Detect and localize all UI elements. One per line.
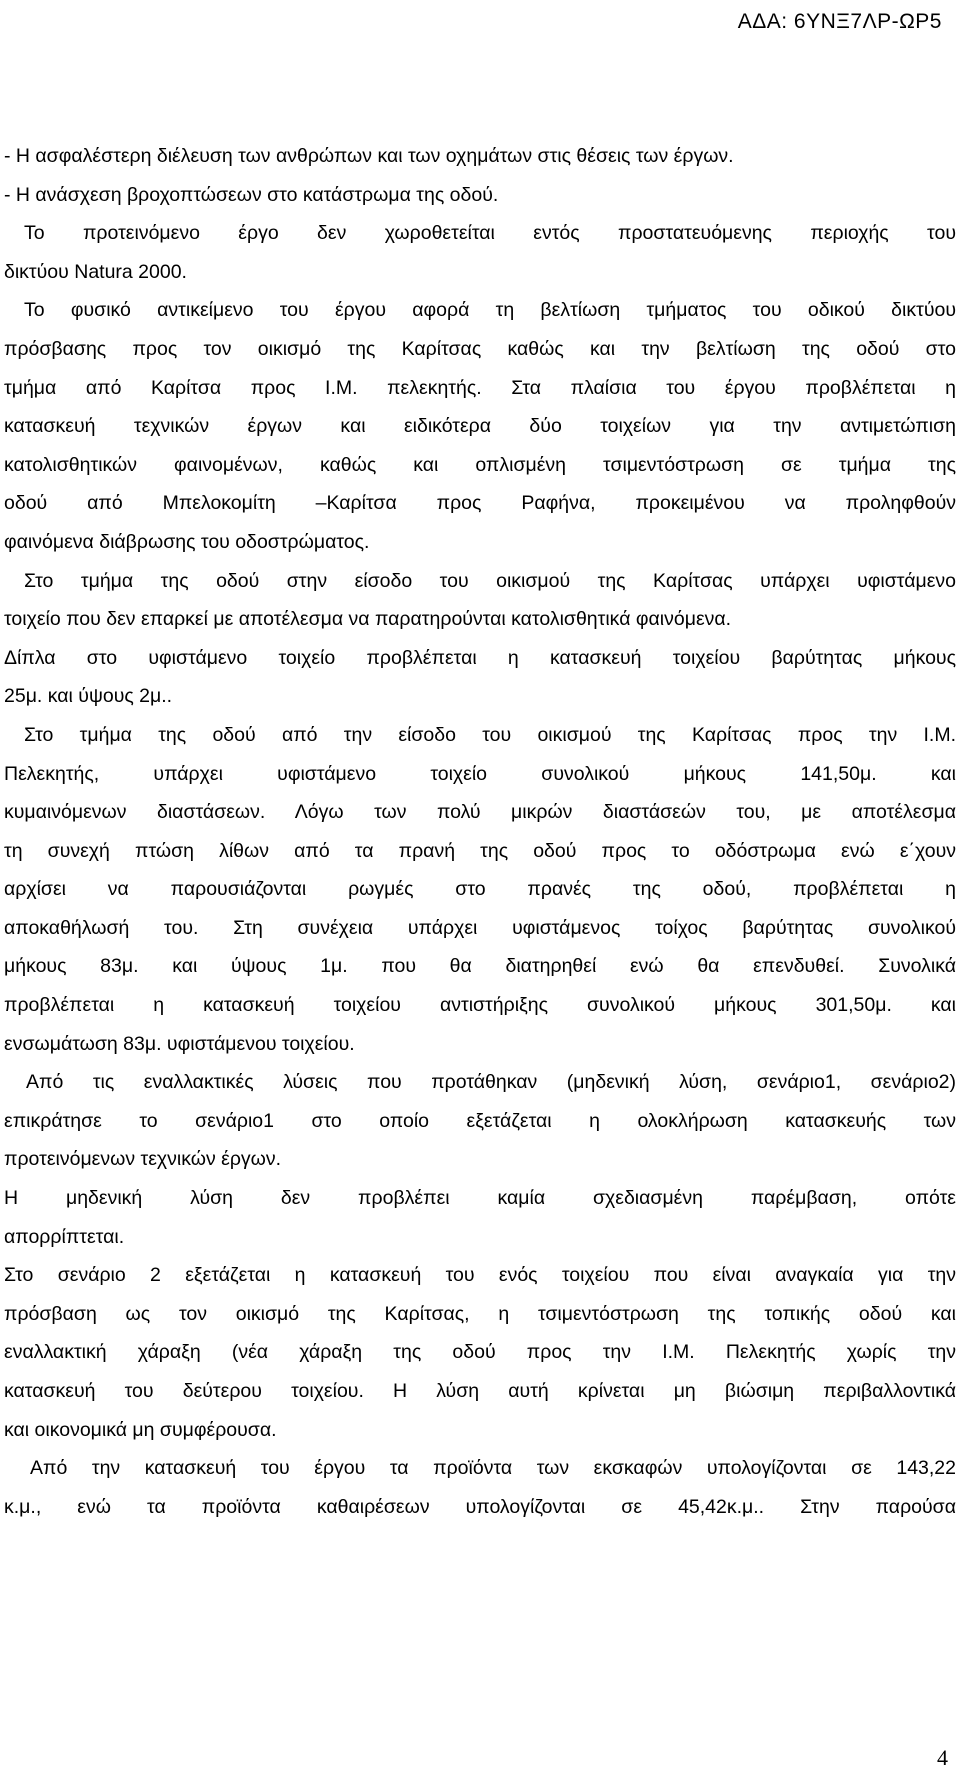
document-body xyxy=(4,137,956,1526)
text-line: 25μ. και ύψους 2μ.. xyxy=(4,685,173,708)
text-line: κυμαινόμενων διαστάσεων. Λόγω των πολύ μικρών διαστάσεών του, με αποτέλεσμα xyxy=(4,801,956,824)
text-line: απορρίπτεται. xyxy=(4,1225,125,1248)
document-id: ΑΔΑ: 6ΥΝΞ7ΛΡ-ΩΡ5 xyxy=(737,10,942,33)
text-line: Δίπλα στο υφιστάμενο τοιχείο προβλέπεται η κατασκευή τοιχείου βαρύτητας μήκους xyxy=(4,646,956,669)
text-line: κατασκευή τεχνικών έργων και ειδικότερα δύο τοιχείων για την αντιμετώπιση xyxy=(4,415,956,438)
text-line: τμήμα από Καρίτσα προς Ι.Μ. πελεκητής. Στα πλαίσια του έργου προβλέπεται η xyxy=(4,376,956,399)
text-line: κατασκευή του δεύτερου τοιχείου. Η λύση αυτή κρίνεται μη βιώσιμη περιβαλλοντικά xyxy=(4,1380,956,1402)
text-line: - Η ασφαλέστερη διέλευση των ανθρώπων και των οχημάτων στις θέσεις των έργων. xyxy=(4,145,734,167)
text-line: δικτύου Natura 2000. xyxy=(4,260,187,283)
text-line: φαινόμενα διάβρωσης του οδοστρώματος. xyxy=(4,530,370,553)
text-line: αρχίσει να παρουσιάζονται ρωγμές στο πρανές της οδού, προβλέπεται η xyxy=(4,878,956,901)
text-line: Το φυσικό αντικείμενο του έργου αφορά τη βελτίωση τμήματος του οδικού δικτύου xyxy=(24,299,956,322)
text-line: τη συνεχή πτώση λίθων από τα πρανή της οδού προς το οδόστρωμα ενώ ε΄χουν xyxy=(4,839,956,862)
text-line: οδού από Μπελοκομίτη –Καρίτσα προς Ραφήνα, προκειμένου να προληφθούν xyxy=(4,492,956,515)
text-line: - Η ανάσχεση βροχοπτώσεων στο κατάστρωμα της οδού. xyxy=(4,183,499,206)
text-line: Στο τμήμα της οδού από την είσοδο του οικισμού της Καρίτσας προς την Ι.Μ. xyxy=(24,723,956,746)
text-line: Η μηδενική λύση δεν προβλέπει καμία σχεδιασμένη παρέμβαση, οπότε xyxy=(4,1187,956,1210)
text-line: Πελεκητής, υπάρχει υφιστάμενο τοιχείο συνολικού μήκους 141,50μ. και xyxy=(4,762,956,785)
text-line: αποκαθήλωσή του. Στη συνέχεια υπάρχει υφιστάμενος τοίχος βαρύτητας συνολικού xyxy=(4,916,956,939)
text-line: μήκους 83μ. και ύψους 1μ. που θα διατηρηθεί ενώ θα επενδυθεί. Συνολικά xyxy=(4,955,956,978)
text-line: πρόσβαση ως τον οικισμό της Καρίτσας, η τσιμεντόστρωση της τοπικής οδού και xyxy=(4,1302,956,1325)
text-line: Στο τμήμα της οδού στην είσοδο του οικισμού της Καρίτσας υπάρχει υφιστάμενο xyxy=(24,569,956,592)
text-line: επικράτησε το σενάριο1 στο οποίο εξετάζεται η ολοκλήρωση κατασκευής των xyxy=(4,1109,956,1132)
text-line: ενσωμάτωση 83μ. υφιστάμενου τοιχείου. xyxy=(4,1032,355,1055)
text-line: εναλλακτική χάραξη (νέα χάραξη της οδού προς την Ι.Μ. Πελεκητής χωρίς την xyxy=(4,1341,956,1364)
text-line: κ.μ., ενώ τα προϊόντα καθαιρέσεων υπολογίζονται σε 45,42κ.μ.. Στην παρούσα xyxy=(4,1495,956,1518)
text-line: Από τις εναλλακτικές λύσεις που προτάθηκαν (μηδενική λύση, σενάριο1, σενάριο2) xyxy=(26,1071,956,1094)
text-line: Στο σενάριο 2 εξετάζεται η κατασκευή του ενός τοιχείου που είναι αναγκαία για την xyxy=(4,1264,956,1287)
text-line: Το προτεινόμενο έργο δεν χωροθετείται εντός προστατευόμενης περιοχής του xyxy=(24,222,956,245)
text-line: και οικονομικά μη συμφέρουσα. xyxy=(4,1418,277,1441)
text-line: προβλέπεται η κατασκευή τοιχείου αντιστήριξης συνολικού μήκους 301,50μ. και xyxy=(4,994,956,1017)
text-line: κατολισθητικών φαινομένων, καθώς και οπλισμένη τσιμεντόστρωση σε τμήμα της xyxy=(4,453,956,476)
text-line: Από την κατασκευή του έργου τα προϊόντα των εκσκαφών υπολογίζονται σε 143,22 xyxy=(30,1457,956,1480)
text-line: πρόσβασης προς τον οικισμό της Καρίτσας καθώς και την βελτίωση της οδού στο xyxy=(4,337,956,360)
text-line: τοιχείο που δεν επαρκεί με αποτέλεσμα να παρατηρούνται κατολισθητικά φαινόμενα. xyxy=(4,608,732,631)
text-line: προτεινόμενων τεχνικών έργων. xyxy=(4,1148,282,1171)
page-number: 4 xyxy=(937,1745,948,1770)
